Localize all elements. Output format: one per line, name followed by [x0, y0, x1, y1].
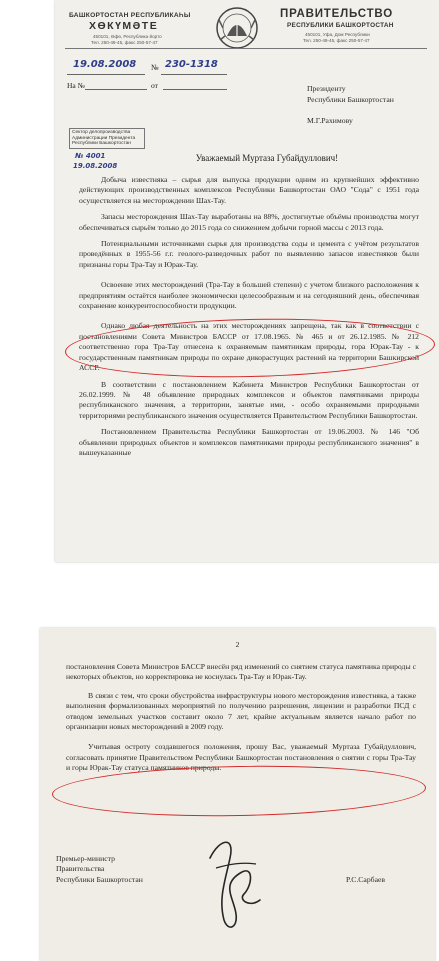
letterhead-left-title-2: ХӨКҮМӘТЕ: [89, 20, 159, 32]
reg-date: 19.08.2008: [73, 59, 137, 70]
paragraph-7: Постановлением Правительства Республики Башкортостан от 19.06.2003. № 146 "Об объявлении природных объектов и комплексов памятниками природы республиканского значения" в вышеуказанные: [79, 427, 419, 457]
letterhead-right-title-1: ПРАВИТЕЛЬСТВО: [280, 8, 393, 20]
addressee-line-1: Президенту: [307, 84, 346, 93]
letter-body-page-2: [66, 662, 416, 774]
stamp-number: № 4001: [75, 152, 106, 160]
letterhead-divider: [65, 48, 427, 49]
ref-prefix: На №: [67, 81, 85, 90]
letterhead-right-phone: Тел. 250-49-45, факс 250-57-47: [303, 38, 370, 43]
signatory-line-2: Правительства: [56, 864, 105, 874]
signatory-block: [56, 854, 143, 885]
stamp-line-3: Республики Башкортостан: [72, 141, 131, 147]
ref-date-line: [163, 80, 227, 90]
stamp-line-1: Сектор делопроизводства: [72, 130, 131, 135]
reg-number: 230-1318: [165, 59, 218, 70]
letterhead-left-title-1: БАШКОРТОСТАН РЕСПУБЛИКАҺЫ: [69, 12, 191, 19]
signatory-line-3: Республики Башкортостан: [56, 874, 143, 884]
stamp-date: 19.08.2008: [73, 162, 118, 170]
paragraph-8: постановления Совета Министров БАССР внесён ряд изменений со снятием статуса памятника природы с некоторых объектов, но корректировка не коснулась Тра-Тау и Юрак-Тау.: [66, 662, 416, 682]
paragraph-10-highlighted: Учитывая остроту создавшегося положения, прошу Вас, уважаемый Муртаза Губайдуллович, согласовать принятие Правительством Республики Башкортостан постановления о снятии с горы Тра-Тау и горы Юрак-Тау статуса памятников природы.: [66, 742, 416, 773]
handwritten-signature: [190, 828, 280, 938]
addressee-name: М.Г.Рахимову: [307, 116, 353, 125]
ref-number-line: [85, 80, 147, 90]
signatory-name: Р.С.Сарбаев: [346, 875, 386, 884]
letter-page-2: [40, 628, 435, 961]
salutation: Уважаемый Муртаза Губайдуллович!: [195, 153, 339, 163]
ref-from: от: [151, 81, 158, 90]
coat-of-arms-emblem: [215, 6, 259, 50]
page-number: 2: [235, 640, 240, 649]
paragraph-9: В связи с тем, что сроки обустройства инфраструктуры нового месторождения известняка, а также выполнения формализованных мероприятий по получению разрешения, лицензии и разработки ПСД с отводом земельных участков составит около 7 лет, крайне актуальным является начало работ по организации новых месторождений в 2009 году.: [66, 690, 416, 732]
letter-page-1: [55, 0, 439, 562]
letter-body-page-1: [79, 175, 419, 458]
addressee-line-2: Республики Башкортостан: [307, 95, 394, 104]
letterhead-left-address: 450101, Өфө, Республика йорто: [93, 34, 162, 39]
letterhead-right-title-2: РЕСПУБЛИКИ БАШКОРТОСТАН: [287, 22, 394, 29]
paragraph-4-highlighted: Освоение этих месторождений (Тра-Тау в большей степени) с учетом близкого расположения к предприятиям остаётся наиболее экономически целесообразным и на сегодняшний день, обеспечивая сохранение конкурентоспособности продукции.: [79, 280, 419, 311]
paragraph-5: Однако любая деятельность на этих месторождениях запрещена, так как в соответствии с постановлениями Совета Министров БАССР от 17.08.1965. № 465 и от 26.12.1985. № 212 соответственно гора Тра-Тау отнесена к охраняемым памятникам природы, гора Юрак-Тау - к государственным памятникам природы по охране дикорастущих растений на территории Башкирской АССР.: [79, 321, 419, 373]
paragraph-2: Запасы месторождения Шах-Тау выработаны на 88%, достигнутые объёмы производства могут обеспечиваться сырьём только до 2015 года со снижением добычи горной массы с 2013 года.: [79, 212, 419, 232]
letterhead-left-phone: Тел. 250-49-45, факс 250-57-47: [91, 40, 158, 45]
paragraph-3: Потенциальными источниками сырья для производства соды и цемента с учётом результатов проведённых в 1955-56 г.г. геолого-разведочных работ по выявлению запасов известняков были признаны горы Тра-Тау и Юрак-Тау.: [79, 239, 419, 269]
paragraph-6: В соответствии с постановлением Кабинета Министров Республики Башкортостан от 26.02.1999. № 48 объявление природных комплексов и объектов памятниками природы республиканского значения, а территории, занятые ими, - особо охраняемыми природными территориями республиканского значения осуществляется Правительством Республики Башкортостан.: [79, 379, 419, 420]
reg-number-prefix: №: [151, 63, 159, 72]
letterhead-right-address: 450101, Уфа, Дом Республики: [305, 32, 370, 37]
signatory-line-1: Премьер-министр: [56, 854, 115, 863]
registration-stamp: [69, 128, 145, 149]
paragraph-1: Добыча известняка – сырья для выпуска продукции одним из крупнейших эффективно действующих производственных комплексов Республики Башкортостан ОАО "Сода" с 1951 года осуществляется на месторождении Шах-Тау.: [79, 175, 419, 205]
stamp-line-2: Администрации Президента: [72, 135, 136, 141]
